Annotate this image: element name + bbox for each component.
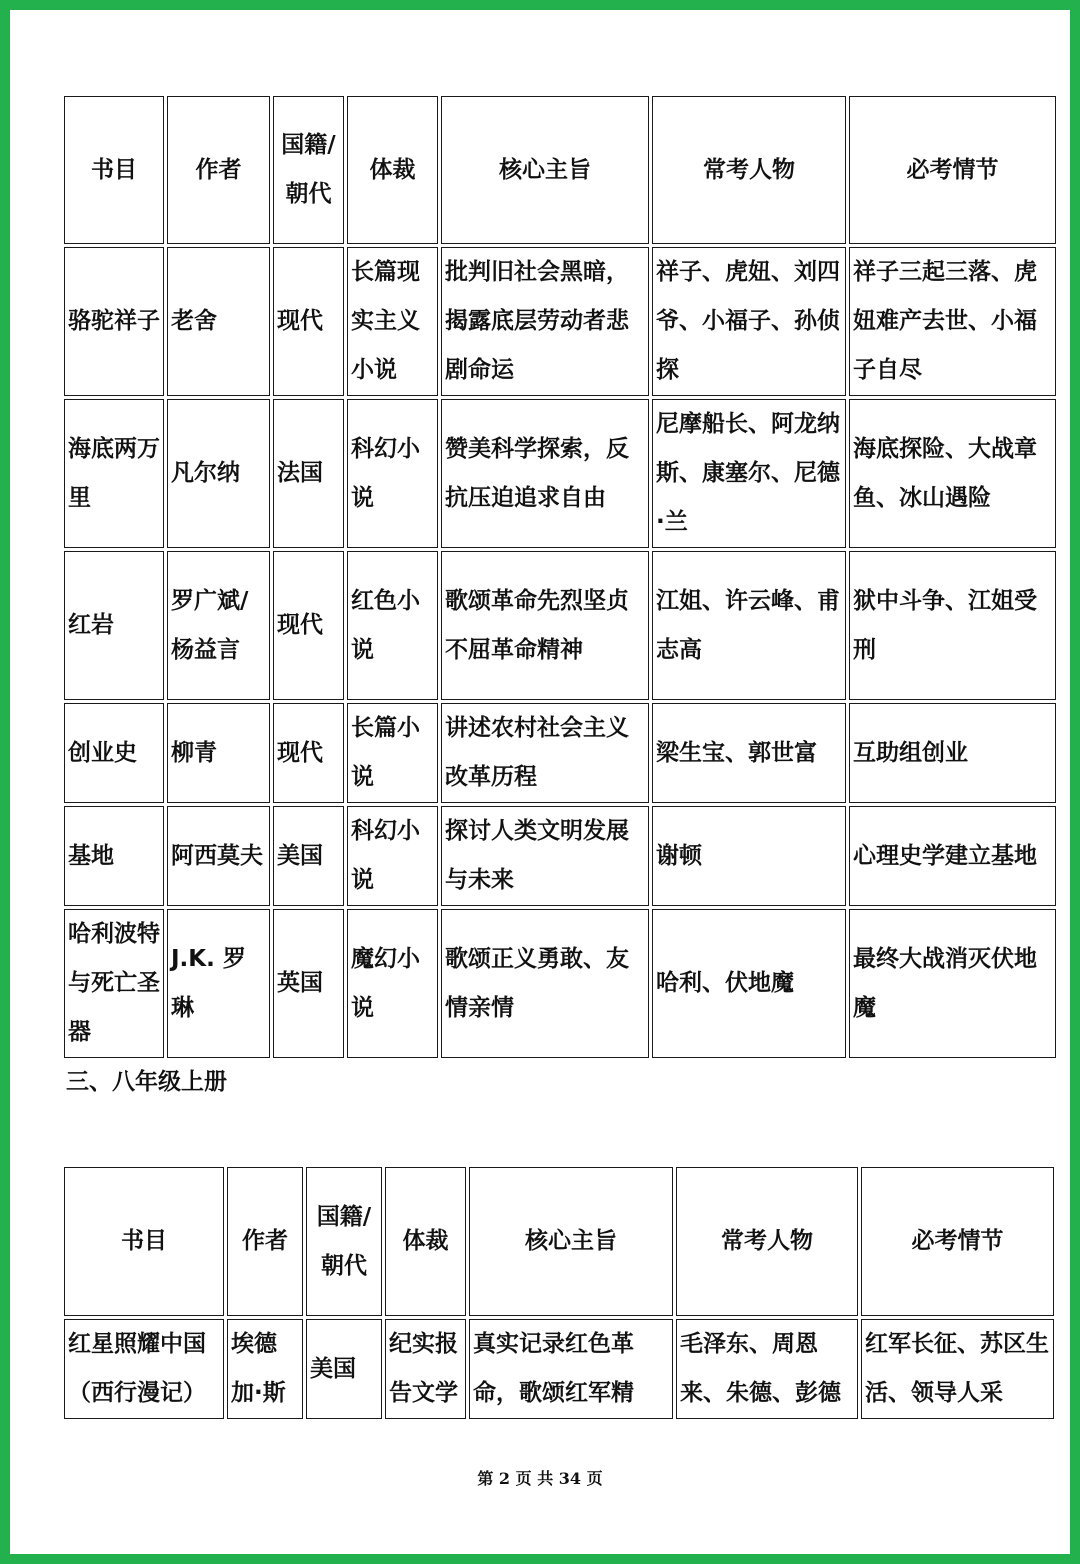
header-cell: 常考人物 [652,96,846,244]
header-cell: 国籍/朝代 [306,1167,382,1316]
page-footer: 第 2 页 共 34 页 [477,1469,603,1488]
cell-plot: 海底探险、大战章鱼、冰山遇险 [849,399,1056,548]
section-heading: 三、八年级上册 [66,1069,227,1095]
cell-title: 海底两万里 [64,399,164,548]
cell-theme: 探讨人类文明发展与未来 [441,806,649,906]
cell-genre: 科幻小说 [347,399,438,548]
cell-author: 埃德加·斯 [227,1319,303,1419]
cell-author: 柳青 [167,703,270,803]
cell-nationality: 现代 [273,247,344,396]
cell-theme: 歌颂革命先烈坚贞不屈革命精神 [441,551,649,700]
header-cell: 必考情节 [849,96,1056,244]
cell-author: J.K. 罗琳 [167,909,270,1058]
table-row [64,1319,1054,1419]
cell-title: 创业史 [64,703,164,803]
cell-nationality: 英国 [273,909,344,1058]
cell-title: 骆驼祥子 [64,247,164,396]
cell-title: 红星照耀中国（西行漫记） [64,1319,224,1419]
table-row [64,247,1056,396]
header-cell: 体裁 [385,1167,466,1316]
cell-title: 基地 [64,806,164,906]
table-row [64,551,1056,700]
cell-author: 阿西莫夫 [167,806,270,906]
cell-nationality: 现代 [273,703,344,803]
header-cell: 书目 [64,96,164,244]
cell-plot: 互助组创业 [849,703,1056,803]
cell-characters: 祥子、虎妞、刘四爷、小福子、孙侦探 [652,247,846,396]
cell-author: 罗广斌/杨益言 [167,551,270,700]
cell-author: 老舍 [167,247,270,396]
cell-characters: 江姐、许云峰、甫志高 [652,551,846,700]
cell-theme: 真实记录红色革命，歌颂红军精 [469,1319,673,1419]
cell-theme: 批判旧社会黑暗，揭露底层劳动者悲剧命运 [441,247,649,396]
cell-characters: 哈利、伏地魔 [652,909,846,1058]
cell-author: 凡尔纳 [167,399,270,548]
header-cell: 核心主旨 [469,1167,673,1316]
cell-plot: 祥子三起三落、虎妞难产去世、小福子自尽 [849,247,1056,396]
reading-table-1 [61,93,1059,1061]
cell-theme: 歌颂正义勇敢、友情亲情 [441,909,649,1058]
table-row [64,399,1056,548]
cell-theme: 讲述农村社会主义改革历程 [441,703,649,803]
cell-theme: 赞美科学探索，反抗压迫追求自由 [441,399,649,548]
cell-genre: 魔幻小说 [347,909,438,1058]
cell-nationality: 美国 [273,806,344,906]
cell-characters: 梁生宝、郭世富 [652,703,846,803]
cell-nationality: 法国 [273,399,344,548]
header-cell: 书目 [64,1167,224,1316]
header-cell: 体裁 [347,96,438,244]
table-row [64,909,1056,1058]
cell-characters: 毛泽东、周恩来、朱德、彭德 [676,1319,858,1419]
cell-title: 哈利波特与死亡圣器 [64,909,164,1058]
header-cell: 作者 [227,1167,303,1316]
table-header-row [64,96,1056,244]
header-cell: 必考情节 [861,1167,1054,1316]
header-cell: 作者 [167,96,270,244]
cell-title: 红岩 [64,551,164,700]
cell-genre: 长篇现实主义小说 [347,247,438,396]
cell-plot: 最终大战消灭伏地魔 [849,909,1056,1058]
table-row [64,806,1056,906]
cell-characters: 尼摩船长、阿龙纳斯、康塞尔、尼德·兰 [652,399,846,548]
cell-nationality: 美国 [306,1319,382,1419]
header-cell: 核心主旨 [441,96,649,244]
cell-plot: 狱中斗争、江姐受刑 [849,551,1056,700]
table-header-row [64,1167,1054,1316]
reading-table-2 [61,1164,1057,1422]
header-cell: 常考人物 [676,1167,858,1316]
header-cell: 国籍/朝代 [273,96,344,244]
cell-plot: 红军长征、苏区生活、领导人采 [861,1319,1054,1419]
cell-genre: 科幻小说 [347,806,438,906]
cell-nationality: 现代 [273,551,344,700]
cell-plot: 心理史学建立基地 [849,806,1056,906]
cell-genre: 纪实报告文学 [385,1319,466,1419]
cell-genre: 红色小说 [347,551,438,700]
cell-characters: 谢顿 [652,806,846,906]
table-row [64,703,1056,803]
cell-genre: 长篇小说 [347,703,438,803]
